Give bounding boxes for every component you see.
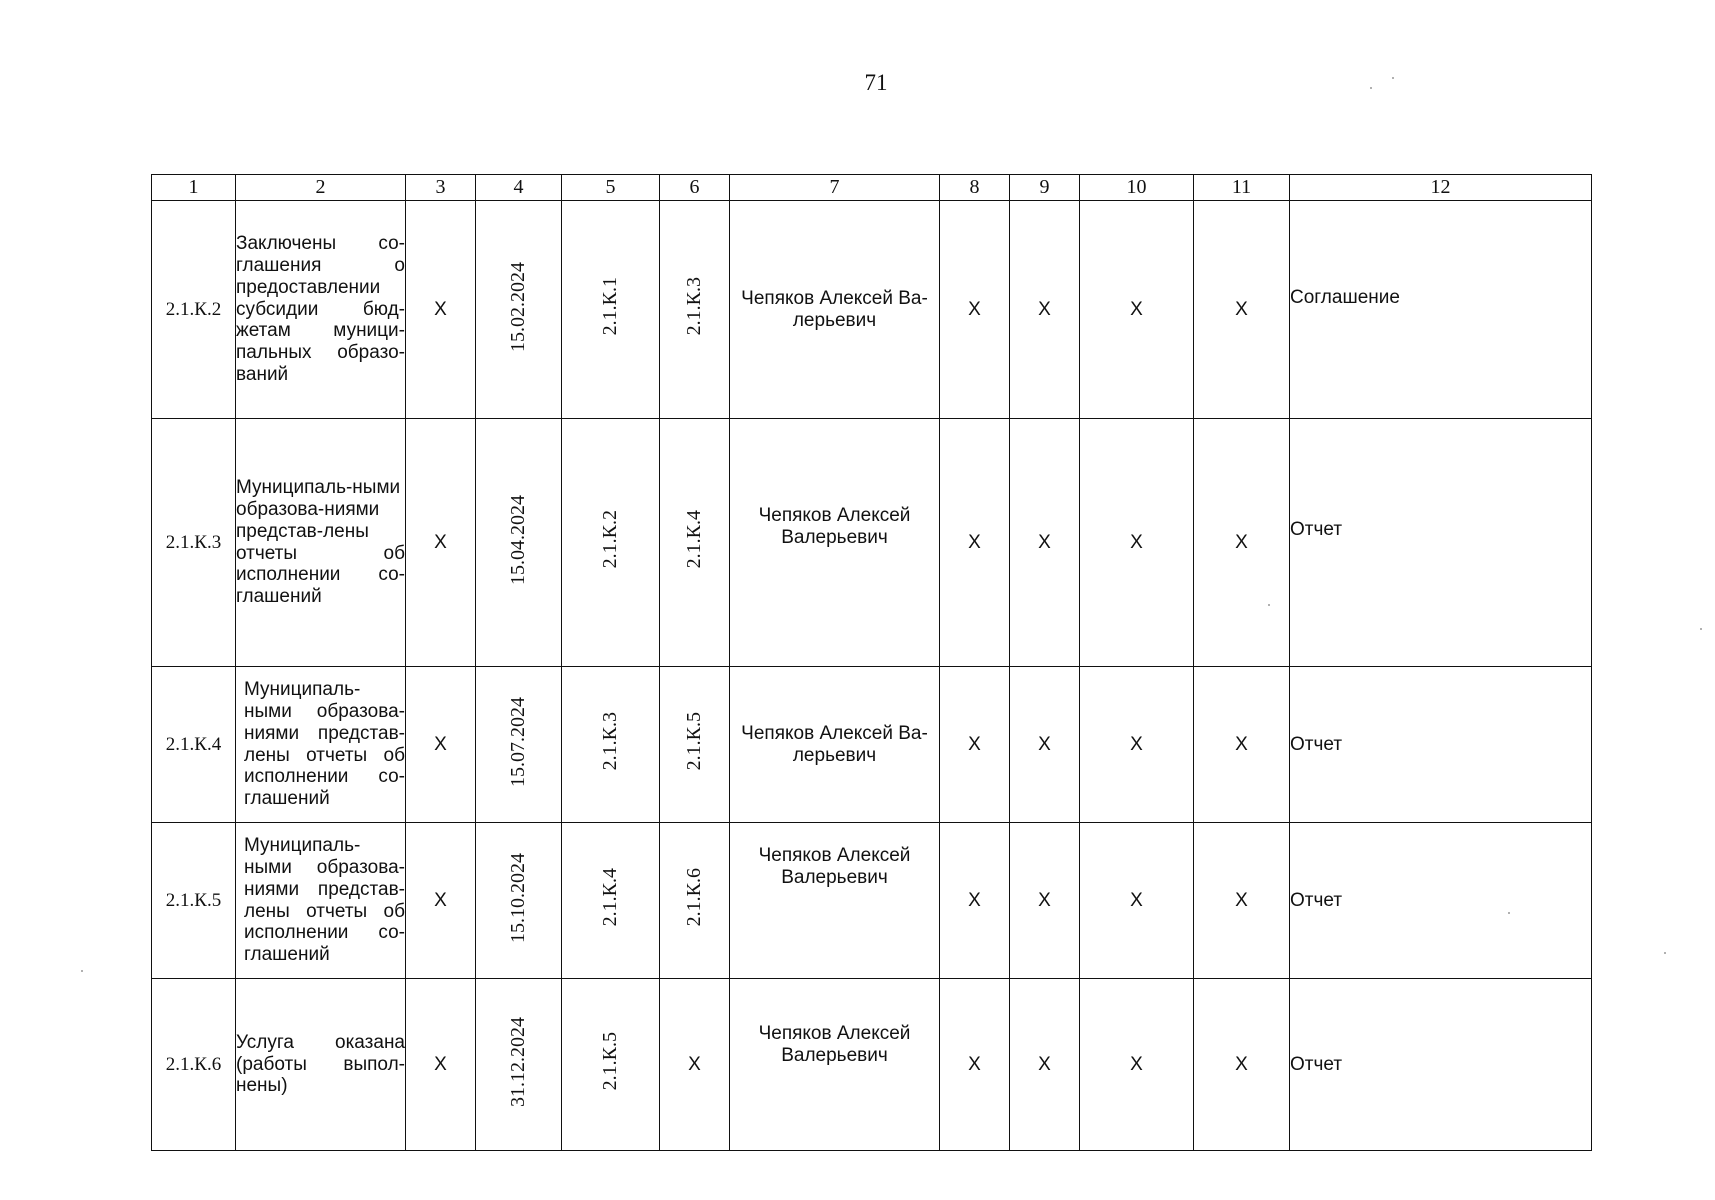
column-number: 6 [660, 175, 730, 201]
mark-cell: X [1080, 201, 1194, 419]
date-cell [476, 419, 562, 667]
column-number: 10 [1080, 175, 1194, 201]
successor-cell [660, 667, 730, 823]
date-cell [476, 823, 562, 979]
date-cell [476, 667, 562, 823]
date-text: 15.07.2024 [507, 696, 529, 787]
mark-cell: X [1080, 667, 1194, 823]
event-code: 2.1.К.4 [152, 667, 236, 823]
predecessor-cell [562, 201, 660, 419]
event-code: 2.1.К.6 [152, 979, 236, 1151]
scan-speck [1700, 628, 1702, 630]
column-number: 11 [1194, 175, 1290, 201]
event-description: Муниципаль-ными образова-ниями представ-лены отчеты об исполнении со-глашений [236, 823, 406, 979]
mark-cell: X [406, 823, 476, 979]
mark-cell: X [1194, 201, 1290, 419]
mark-cell: X [940, 419, 1010, 667]
scan-speck [1392, 77, 1394, 79]
predecessor-cell [562, 667, 660, 823]
mark-cell: X [1194, 419, 1290, 667]
result-document: Отчет [1290, 419, 1592, 667]
successor-text: 2.1.К.5 [683, 712, 705, 771]
mark-cell: X [940, 823, 1010, 979]
column-number: 5 [562, 175, 660, 201]
result-document: Отчет [1290, 823, 1592, 979]
mark-cell: X [940, 667, 1010, 823]
mark-cell: X [406, 667, 476, 823]
event-description: Муниципаль-ными образова-ниями представ-лены отчеты об исполнении со-глашений [236, 667, 406, 823]
responsible-person: Чепяков Алексей Валерьевич [730, 979, 940, 1151]
event-description: Услуга оказана (работы выпол-нены) [236, 979, 406, 1151]
predecessor-text: 2.1.К.3 [599, 712, 621, 771]
table-row [152, 667, 1592, 823]
successor-cell [660, 823, 730, 979]
mark-cell: X [1194, 979, 1290, 1151]
table-row [152, 201, 1592, 419]
mark-cell: X [406, 201, 476, 419]
event-code: 2.1.К.2 [152, 201, 236, 419]
predecessor-text: 2.1.К.4 [599, 868, 621, 927]
event-description: Заключены со-глашения о предоставлении субсидии бюд-жетам муници-пальных образо-ваний [236, 201, 406, 419]
date-text: 15.10.2024 [507, 852, 529, 943]
mark-cell: X [1080, 419, 1194, 667]
scan-speck [1370, 87, 1372, 89]
result-document: Отчет [1290, 979, 1592, 1151]
column-number: 9 [1010, 175, 1080, 201]
date-text: 15.02.2024 [507, 261, 529, 352]
mark-cell: X [1010, 979, 1080, 1151]
mark-cell: X [406, 419, 476, 667]
successor-text: 2.1.К.4 [683, 510, 705, 569]
result-document: Соглашение [1290, 201, 1592, 419]
responsible-person: Чепяков Алексей Валерьевич [730, 419, 940, 667]
schedule-table [151, 174, 1592, 1151]
mark-cell: X [1080, 979, 1194, 1151]
date-cell [476, 979, 562, 1151]
predecessor-cell [562, 823, 660, 979]
column-number: 1 [152, 175, 236, 201]
successor-cell: X [660, 979, 730, 1151]
table-row [152, 823, 1592, 979]
column-number: 7 [730, 175, 940, 201]
table-row [152, 979, 1592, 1151]
mark-cell: X [1194, 667, 1290, 823]
column-number: 8 [940, 175, 1010, 201]
mark-cell: X [1010, 667, 1080, 823]
mark-cell: X [1010, 419, 1080, 667]
mark-cell: X [940, 201, 1010, 419]
table-row [152, 419, 1592, 667]
scan-speck [1664, 952, 1666, 954]
date-cell [476, 201, 562, 419]
mark-cell: X [1194, 823, 1290, 979]
predecessor-text: 2.1.К.2 [599, 510, 621, 569]
date-text: 31.12.2024 [507, 1016, 529, 1107]
mark-cell: X [1080, 823, 1194, 979]
responsible-person: Чепяков Алексей Ва-лерьевич [730, 201, 940, 419]
column-number: 12 [1290, 175, 1592, 201]
column-number: 4 [476, 175, 562, 201]
predecessor-cell [562, 979, 660, 1151]
column-number: 2 [236, 175, 406, 201]
successor-cell [660, 201, 730, 419]
column-number-row [152, 175, 1592, 201]
result-document: Отчет [1290, 667, 1592, 823]
successor-text: 2.1.К.6 [683, 868, 705, 927]
scan-speck [81, 970, 83, 972]
predecessor-text: 2.1.К.1 [599, 277, 621, 336]
predecessor-text: 2.1.К.5 [599, 1032, 621, 1091]
successor-cell [660, 419, 730, 667]
column-number: 3 [406, 175, 476, 201]
mark-cell: X [940, 979, 1010, 1151]
predecessor-cell [562, 419, 660, 667]
date-text: 15.04.2024 [507, 494, 529, 585]
page-number: 71 [864, 70, 888, 95]
event-code: 2.1.К.5 [152, 823, 236, 979]
successor-text: 2.1.К.3 [683, 277, 705, 336]
mark-cell: X [1010, 823, 1080, 979]
responsible-person: Чепяков Алексей Ва-лерьевич [730, 667, 940, 823]
event-description: Муниципаль-ными образова-ниями представ-лены отчеты об исполнении со-глашений [236, 419, 406, 667]
event-code: 2.1.К.3 [152, 419, 236, 667]
responsible-person: Чепяков Алексей Валерьевич [730, 823, 940, 979]
mark-cell: X [406, 979, 476, 1151]
mark-cell: X [1010, 201, 1080, 419]
